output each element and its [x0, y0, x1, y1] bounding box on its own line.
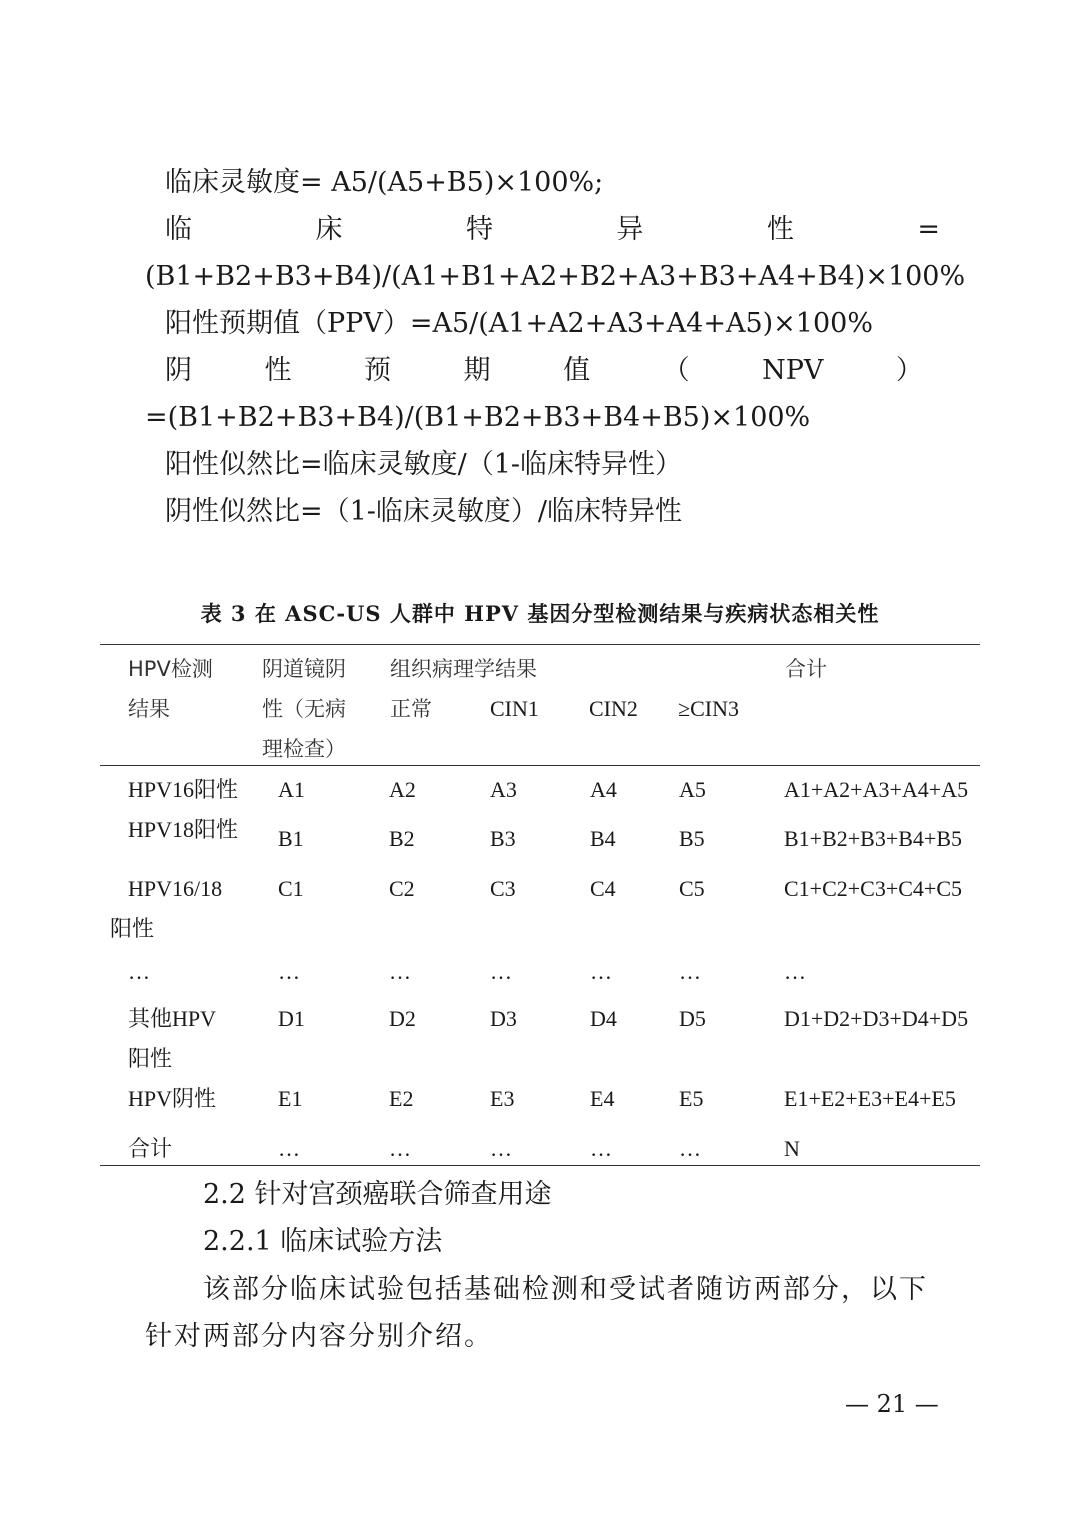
row-label: HPV18阳性	[128, 817, 239, 842]
spread-char: 值	[563, 355, 591, 386]
table-bottom-rule	[100, 1165, 980, 1166]
spread-char: （	[662, 355, 690, 386]
table-cell: C1	[278, 876, 304, 901]
table-cell: E5	[679, 1086, 704, 1111]
header-hpv-line1: HPV检测	[128, 657, 213, 681]
header-cin2: CIN2	[589, 696, 638, 721]
table-cell: B4	[590, 826, 616, 851]
table-cell: …	[278, 1136, 300, 1161]
table-cell: N	[784, 1136, 800, 1161]
paragraph-line-1: 该部分临床试验包括基础检测和受试者随访两部分，以下	[203, 1274, 928, 1305]
table-cell: E4	[590, 1086, 615, 1111]
npv-expression: =(B1+B2+B3+B4)/(B1+B2+B3+B4+B5)×100%	[145, 402, 811, 433]
spread-char: 性	[766, 214, 794, 245]
table-cell: B2	[389, 826, 415, 851]
spread-char: =	[917, 214, 940, 245]
spread-char: 特	[465, 214, 493, 245]
table-cell: B1	[278, 826, 304, 851]
spread-char: NPV	[762, 355, 824, 386]
table-top-rule	[100, 644, 980, 645]
paragraph-line-2: 针对两部分内容分别介绍。	[145, 1321, 493, 1352]
header-colposcopy-line3: 理检查）	[262, 737, 346, 761]
row-label-continued: 阳性	[128, 1046, 173, 1071]
table-cell: C5	[679, 876, 705, 901]
spread-char: 性	[264, 355, 292, 386]
table-cell: D3	[490, 1006, 517, 1031]
row-label: 其他HPV	[128, 1006, 217, 1031]
table-cell: E1+E2+E3+E4+E5	[784, 1086, 956, 1111]
sensitivity-formula: 临床灵敏度= A5/(A5+B5)×100%;	[165, 167, 604, 198]
header-normal: 正常	[390, 697, 432, 721]
table-cell: C3	[490, 876, 516, 901]
table-header-rule	[100, 765, 980, 766]
table-cell: …	[784, 959, 806, 984]
table-cell: …	[389, 1136, 411, 1161]
table-cell: D5	[679, 1006, 706, 1031]
subsection-heading: 2.2.1 临床试验方法	[203, 1226, 443, 1257]
specificity-expression: (B1+B2+B3+B4)/(A1+B1+A2+B2+A3+B3+A4+B4)×100%	[145, 261, 966, 292]
spread-char: 临	[165, 214, 192, 245]
row-label: HPV16/18	[128, 876, 223, 901]
table-cell: B5	[679, 826, 705, 851]
header-histopathology: 组织病理学结果	[390, 657, 537, 681]
nlr-formula: 阴性似然比=（1-临床灵敏度）/临床特异性	[165, 496, 683, 527]
row-label-continued: 阳性	[110, 916, 155, 941]
plr-formula: 阳性似然比=临床灵敏度/（1-临床特异性）	[165, 449, 683, 480]
table-cell: D4	[590, 1006, 617, 1031]
spread-char: 阴	[165, 355, 192, 386]
table-cell: C4	[590, 876, 616, 901]
table-cell: A1	[278, 777, 305, 802]
table-cell: A3	[490, 777, 517, 802]
spread-char: ）	[895, 355, 923, 386]
table-cell: A4	[590, 777, 617, 802]
table-cell: A5	[679, 777, 706, 802]
header-cin1: CIN1	[490, 696, 539, 721]
table-cell: D2	[389, 1006, 416, 1031]
header-hpv-line2: 结果	[128, 697, 170, 721]
row-label: 合计	[128, 1136, 173, 1161]
table-cell: …	[679, 1136, 701, 1161]
table-cell: …	[679, 959, 701, 984]
ppv-formula: 阳性预期值（PPV）=A5/(A1+A2+A3+A4+A5)×100%	[165, 308, 873, 339]
page-number: — 21 —	[845, 1390, 939, 1418]
table-cell: …	[490, 959, 512, 984]
table-cell: E2	[389, 1086, 414, 1111]
row-label: HPV16阳性	[128, 777, 239, 802]
header-colposcopy-line2: 性（无病	[262, 697, 346, 721]
table-cell: D1	[278, 1006, 305, 1031]
table-cell: …	[490, 1136, 512, 1161]
table-cell: …	[278, 959, 300, 984]
row-label: HPV阴性	[128, 1086, 217, 1111]
spread-char: 期	[463, 355, 491, 386]
spread-char: 异	[616, 214, 644, 245]
table-cell: D1+D2+D3+D4+D5	[784, 1006, 969, 1031]
row-label: …	[128, 959, 150, 984]
table-cell: B1+B2+B3+B4+B5	[784, 826, 962, 851]
table-cell: A1+A2+A3+A4+A5	[784, 777, 969, 802]
table-cell: B3	[490, 826, 516, 851]
table-cell: C2	[389, 876, 415, 901]
table-cell: E1	[278, 1086, 303, 1111]
table-caption: 表 3 在 ASC-US 人群中 HPV 基因分型检测结果与疾病状态相关性	[200, 601, 880, 626]
spread-char: 预	[364, 355, 392, 386]
header-colposcopy-line1: 阴道镜阴	[262, 657, 346, 681]
table-cell: A2	[389, 777, 416, 802]
table-cell: C1+C2+C3+C4+C5	[784, 876, 962, 901]
npv-label-spread	[165, 354, 923, 388]
header-total: 合计	[785, 657, 827, 681]
specificity-label-spread	[165, 213, 940, 247]
table-cell: …	[590, 1136, 612, 1161]
section-heading: 2.2 针对宫颈癌联合筛查用途	[203, 1179, 552, 1210]
table-cell: …	[389, 959, 411, 984]
table-cell: …	[590, 959, 612, 984]
table-cell: E3	[490, 1086, 515, 1111]
header-cin3: ≥CIN3	[678, 696, 739, 721]
spread-char: 床	[315, 214, 343, 245]
